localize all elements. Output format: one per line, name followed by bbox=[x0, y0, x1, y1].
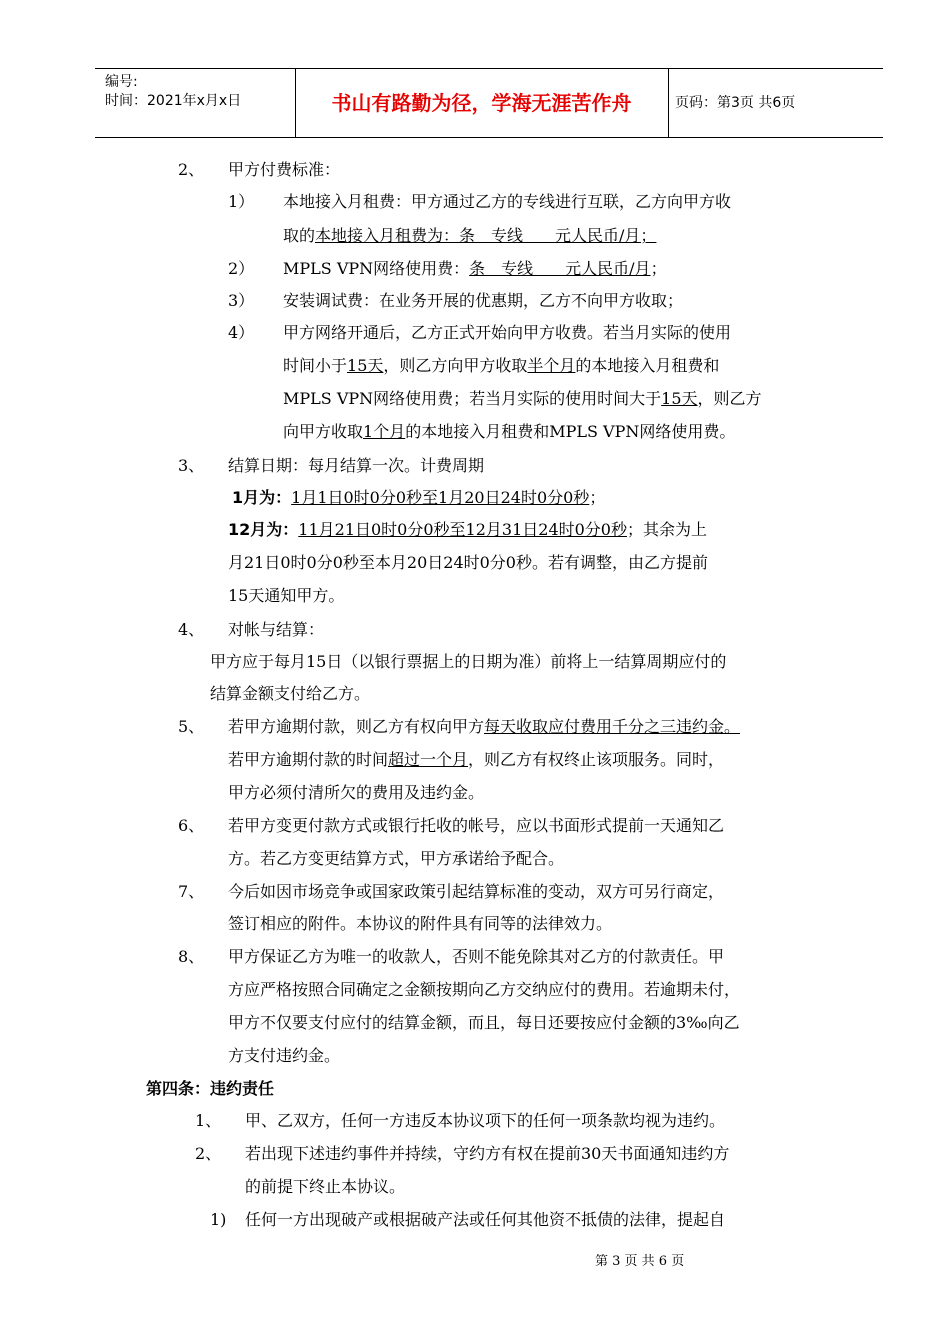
text-line: 甲方不仅要支付应付的结算金额，而且，每日还要按应付金额的3‰向乙 bbox=[228, 1013, 740, 1032]
item-number: 2） bbox=[228, 259, 255, 278]
text-line: 签订相应的附件。本协议的附件具有同等的法律效力。 bbox=[228, 914, 613, 933]
underlined-term: 条 专线 元人民币/月 bbox=[469, 259, 651, 278]
text-line: 12月为：11月21日0时0分0秒至12月31日24时0分0秒；其余为上 bbox=[228, 520, 707, 539]
text-line: 1月为：1月1日0时0分0秒至1月20日24时0分0秒； bbox=[232, 488, 606, 507]
text-line: 向甲方收取1个月的本地接入月租费和MPLS VPN网络使用费。 bbox=[283, 422, 736, 441]
text-line: 若甲方变更付款方式或银行托收的帐号，应以书面形式提前一天通知乙 bbox=[228, 816, 725, 835]
text-line: 的前提下终止本协议。 bbox=[245, 1177, 406, 1196]
text-line: MPLS VPN网络使用费；若当月实际的使用时间大于15天，则乙方 bbox=[283, 389, 762, 408]
text-line: 本地接入月租费：甲方通过乙方的专线进行互联，乙方向甲方收 bbox=[283, 192, 732, 211]
text-line: 安装调试费：在业务开展的优惠期，乙方不向甲方收取； bbox=[283, 291, 684, 310]
section-title: 结算日期：每月结算一次。计费周期 bbox=[228, 456, 485, 475]
article-heading: 第四条：违约责任 bbox=[146, 1079, 275, 1098]
text-line: 15天通知甲方。 bbox=[228, 586, 345, 605]
section-number: 8、 bbox=[178, 947, 205, 966]
text-line: 方。若乙方变更结算方式，甲方承诺给予配合。 bbox=[228, 849, 565, 868]
text-line: 月21日0时0分0秒至本月20日24时0分0秒。若有调整，由乙方提前 bbox=[228, 553, 708, 572]
page-header bbox=[95, 68, 883, 138]
text-line: 取的本地接入月租费为：条 专线 元人民币/月； bbox=[283, 226, 657, 245]
text-line: 时间小于15天，则乙方向甲方收取半个月的本地接入月租费和 bbox=[283, 356, 720, 375]
text-line: 结算金额支付给乙方。 bbox=[210, 684, 371, 703]
section-number: 4、 bbox=[178, 620, 205, 639]
text-line: 若甲方逾期付款的时间超过一个月，则乙方有权终止该项服务。同时， bbox=[228, 750, 725, 769]
header-page: 页码：第3页 共6页 bbox=[675, 95, 796, 111]
text-line: 甲、乙双方，任何一方违反本协议项下的任何一项条款均视为违约。 bbox=[245, 1111, 726, 1130]
header-time: 时间：2021年x月x日 bbox=[105, 93, 242, 109]
text-line: 若出现下述违约事件并持续，守约方有权在提前30天书面通知违约方 bbox=[245, 1144, 730, 1163]
header-divider bbox=[668, 69, 669, 137]
item-number: 1） bbox=[228, 192, 255, 211]
page-footer: 第 3 页 共 6 页 bbox=[595, 1254, 685, 1269]
section-number: 3、 bbox=[178, 456, 205, 475]
text-line: 任何一方出现破产或根据破产法或任何其他资不抵债的法律，提起自 bbox=[245, 1210, 726, 1229]
header-meta bbox=[105, 73, 241, 111]
section-number: 6、 bbox=[178, 816, 205, 835]
header-motto: 书山有路勤为径，学海无涯苦作舟 bbox=[331, 91, 632, 115]
section-title: 对帐与结算： bbox=[228, 620, 325, 639]
section-number: 7、 bbox=[178, 882, 205, 901]
header-number: 编号: bbox=[105, 74, 138, 90]
clause-number: 2、 bbox=[195, 1144, 222, 1163]
underlined-term: 本地接入月租费为：条 专线 元人民币/月； bbox=[315, 226, 657, 245]
text-line: 甲方网络开通后，乙方正式开始向甲方收费。若当月实际的使用 bbox=[283, 323, 732, 342]
section-title: 甲方付费标准： bbox=[228, 160, 341, 179]
text-line: 甲方保证乙方为唯一的收款人，否则不能免除其对乙方的付款责任。甲 bbox=[228, 947, 725, 966]
clause-number: 1) bbox=[210, 1210, 227, 1229]
clause-number: 1、 bbox=[195, 1111, 222, 1130]
text-line: 方应严格按照合同确定之金额按期向乙方交纳应付的费用。若逾期未付， bbox=[228, 980, 741, 999]
section-number: 5、 bbox=[178, 717, 205, 736]
text-line: 甲方必须付清所欠的费用及违约金。 bbox=[228, 783, 485, 802]
item-number: 3） bbox=[228, 291, 255, 310]
text-line: 今后如因市场竞争或国家政策引起结算标准的变动，双方可另行商定， bbox=[228, 882, 725, 901]
text-line: 方支付违约金。 bbox=[228, 1046, 341, 1065]
text-line: MPLS VPN网络使用费：条 专线 元人民币/月； bbox=[283, 259, 667, 278]
section-number: 2、 bbox=[178, 160, 205, 179]
text-line: 若甲方逾期付款，则乙方有权向甲方每天收取应付费用千分之三违约金。 bbox=[228, 717, 741, 736]
text-line: 甲方应于每月15日（以银行票据上的日期为准）前将上一结算周期应付的 bbox=[210, 652, 727, 671]
item-number: 4） bbox=[228, 323, 255, 342]
